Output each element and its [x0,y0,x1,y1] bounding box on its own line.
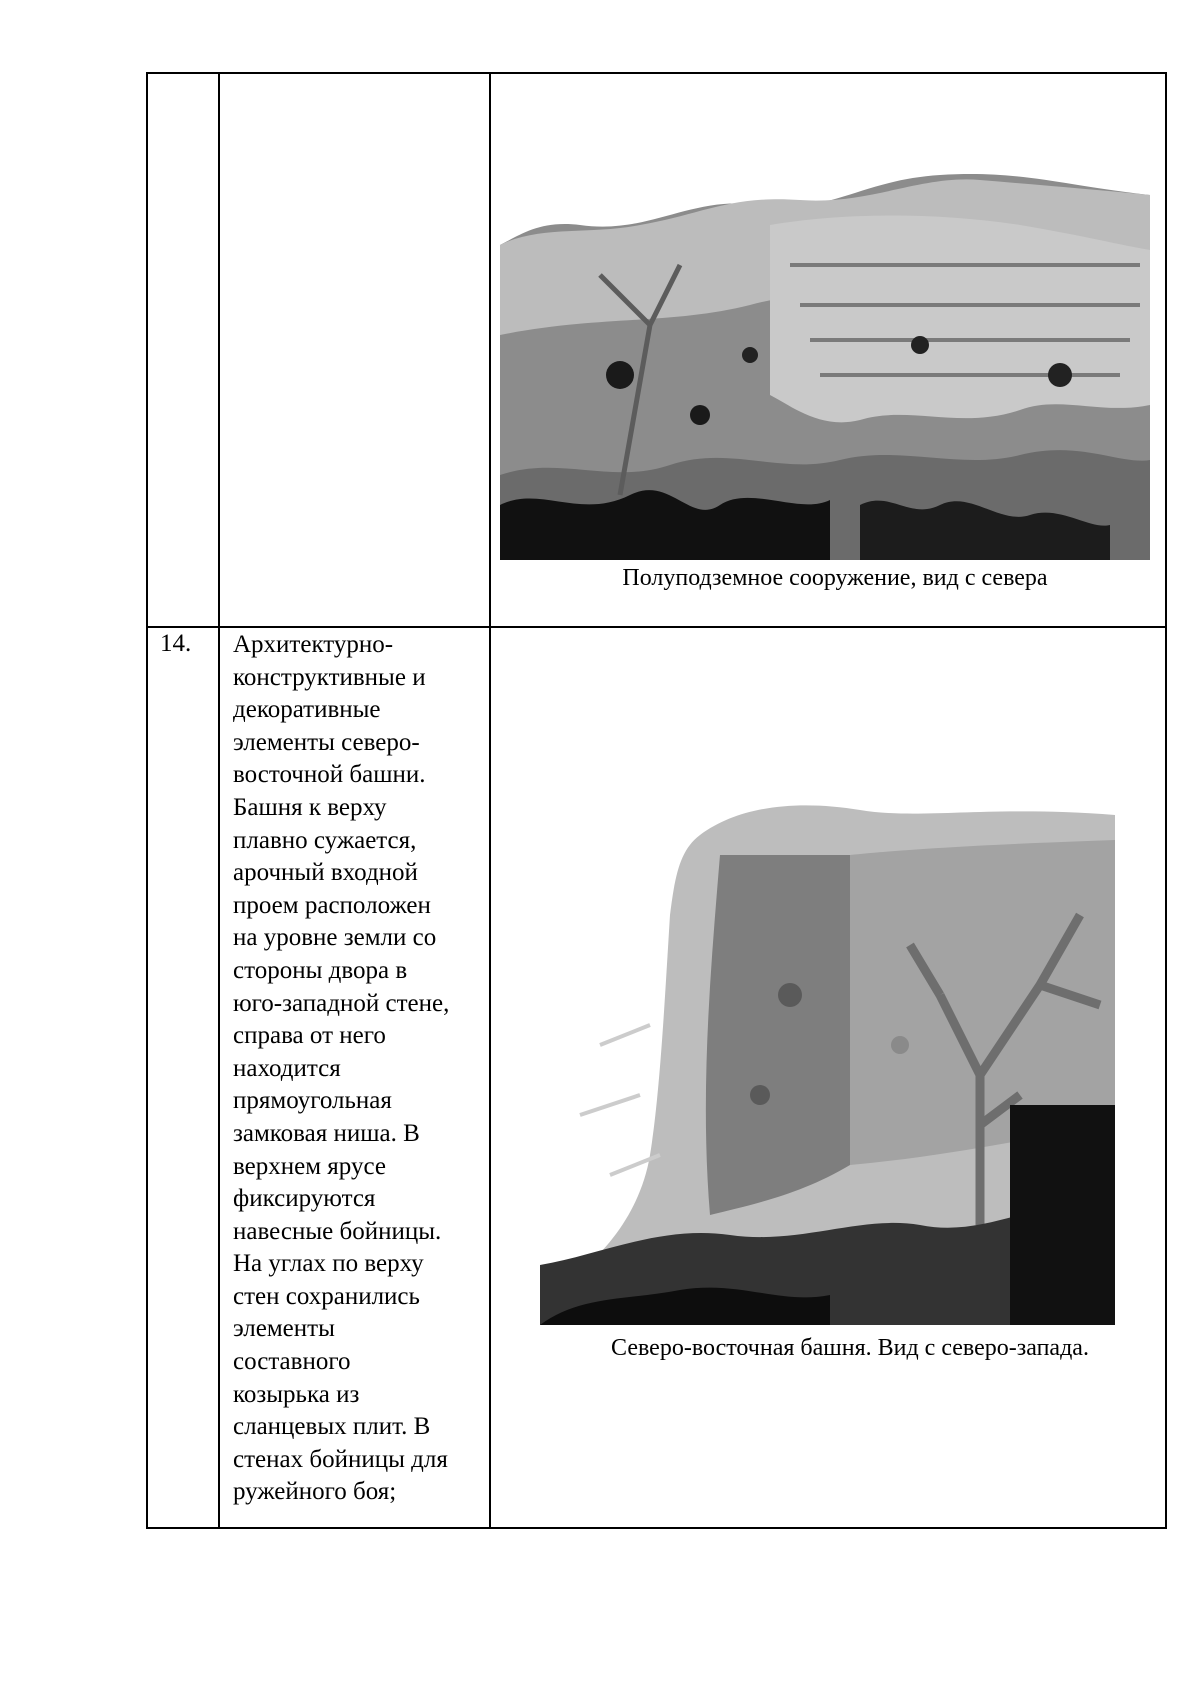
row-description: Архитектурно- конструктивные и декоративные элементы северо- восточной башни. Башня к верху плавно сужается, арочный входной проем расположен на уровне земли со стороны двора в юго-западной стене, справа от него находится прямоугольная замковая ниша. В верхнем ярусе фиксируются навесные бойницы. На углах по верху стен сохранились элементы составного козырька из сланцевых плит. В стенах бойницы для ружейного боя; [233,631,450,1506]
photo-northeast-tower [540,795,1115,1325]
table-left-border [146,72,148,1529]
row-divider [146,626,1167,628]
table-bottom-border [146,1527,1167,1529]
photo-semi-underground-structure [500,75,1150,560]
column-divider-1 [218,72,220,1529]
row-number: 14. [160,630,192,657]
table-top-border [146,72,1167,74]
table-right-border [1165,72,1167,1529]
photo-caption: Полуподземное сооружение, вид с севера [622,565,1048,591]
photo-caption: Северо-восточная башня. Вид с северо-запада. [611,1335,1089,1361]
